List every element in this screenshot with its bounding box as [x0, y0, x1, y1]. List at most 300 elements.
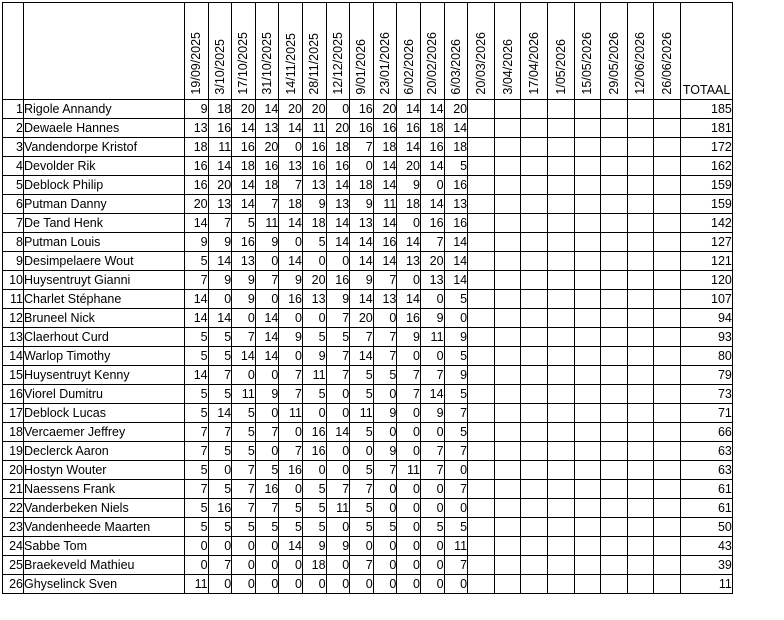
score-cell[interactable] — [494, 518, 521, 537]
score-cell[interactable] — [547, 499, 574, 518]
score-cell[interactable]: 9 — [279, 328, 303, 347]
score-cell[interactable] — [654, 233, 681, 252]
score-cell[interactable]: 18 — [373, 138, 397, 157]
score-cell[interactable]: 0 — [232, 556, 256, 575]
score-cell[interactable] — [494, 290, 521, 309]
score-cell[interactable]: 13 — [444, 195, 468, 214]
score-cell[interactable] — [494, 176, 521, 195]
score-cell[interactable]: 13 — [208, 195, 232, 214]
rank-cell[interactable]: 7 — [3, 214, 24, 233]
score-cell[interactable]: 13 — [255, 119, 279, 138]
score-cell[interactable] — [601, 176, 628, 195]
date-header-cell[interactable] — [420, 3, 444, 100]
score-cell[interactable] — [601, 271, 628, 290]
date-header-cell[interactable] — [444, 3, 468, 100]
score-cell[interactable]: 0 — [326, 461, 350, 480]
score-cell[interactable] — [601, 328, 628, 347]
score-cell[interactable] — [468, 138, 495, 157]
score-cell[interactable]: 5 — [232, 404, 256, 423]
score-cell[interactable] — [601, 347, 628, 366]
score-cell[interactable] — [468, 442, 495, 461]
score-cell[interactable]: 0 — [373, 480, 397, 499]
score-cell[interactable] — [547, 328, 574, 347]
player-name-cell[interactable]: Putman Louis — [24, 233, 185, 252]
score-cell[interactable] — [601, 233, 628, 252]
score-cell[interactable] — [654, 138, 681, 157]
score-cell[interactable]: 20 — [444, 100, 468, 119]
score-cell[interactable]: 16 — [208, 499, 232, 518]
total-cell[interactable]: 159 — [680, 195, 732, 214]
player-name-cell[interactable]: Bruneel Nick — [24, 309, 185, 328]
score-cell[interactable]: 5 — [185, 385, 209, 404]
score-cell[interactable] — [654, 537, 681, 556]
score-cell[interactable]: 9 — [420, 404, 444, 423]
total-cell[interactable]: 11 — [680, 575, 732, 594]
score-cell[interactable]: 11 — [279, 404, 303, 423]
score-cell[interactable]: 7 — [185, 442, 209, 461]
score-cell[interactable]: 5 — [208, 518, 232, 537]
score-cell[interactable]: 9 — [255, 233, 279, 252]
total-cell[interactable]: 73 — [680, 385, 732, 404]
score-cell[interactable]: 11 — [397, 461, 421, 480]
score-cell[interactable]: 5 — [232, 518, 256, 537]
score-cell[interactable]: 14 — [373, 176, 397, 195]
score-cell[interactable]: 0 — [255, 404, 279, 423]
score-cell[interactable] — [521, 461, 548, 480]
score-cell[interactable]: 18 — [326, 138, 350, 157]
total-cell[interactable]: 71 — [680, 404, 732, 423]
score-cell[interactable] — [494, 119, 521, 138]
score-cell[interactable] — [574, 480, 601, 499]
score-cell[interactable]: 14 — [232, 195, 256, 214]
score-cell[interactable]: 20 — [208, 176, 232, 195]
score-cell[interactable] — [468, 480, 495, 499]
score-cell[interactable]: 18 — [302, 214, 326, 233]
score-cell[interactable]: 16 — [255, 157, 279, 176]
score-cell[interactable]: 14 — [444, 233, 468, 252]
score-cell[interactable]: 13 — [373, 290, 397, 309]
score-cell[interactable]: 11 — [420, 328, 444, 347]
score-cell[interactable]: 9 — [373, 404, 397, 423]
score-cell[interactable]: 0 — [232, 537, 256, 556]
score-cell[interactable]: 16 — [232, 233, 256, 252]
score-cell[interactable]: 18 — [397, 195, 421, 214]
score-cell[interactable]: 0 — [255, 556, 279, 575]
score-cell[interactable]: 13 — [279, 157, 303, 176]
score-cell[interactable] — [654, 404, 681, 423]
score-cell[interactable] — [654, 195, 681, 214]
score-cell[interactable]: 0 — [397, 556, 421, 575]
score-cell[interactable] — [654, 100, 681, 119]
score-cell[interactable]: 7 — [444, 404, 468, 423]
score-cell[interactable]: 0 — [326, 556, 350, 575]
date-header-cell[interactable] — [627, 3, 654, 100]
score-cell[interactable]: 20 — [326, 119, 350, 138]
score-cell[interactable] — [654, 575, 681, 594]
score-cell[interactable] — [601, 442, 628, 461]
score-cell[interactable]: 7 — [232, 461, 256, 480]
score-cell[interactable]: 5 — [373, 366, 397, 385]
score-cell[interactable] — [547, 309, 574, 328]
score-cell[interactable] — [654, 290, 681, 309]
score-cell[interactable] — [654, 461, 681, 480]
score-cell[interactable]: 14 — [208, 157, 232, 176]
score-cell[interactable]: 14 — [350, 252, 374, 271]
score-cell[interactable]: 7 — [350, 480, 374, 499]
score-cell[interactable] — [627, 461, 654, 480]
score-cell[interactable]: 5 — [326, 328, 350, 347]
score-cell[interactable] — [521, 537, 548, 556]
score-cell[interactable] — [601, 100, 628, 119]
score-cell[interactable]: 5 — [350, 366, 374, 385]
score-cell[interactable]: 0 — [350, 537, 374, 556]
rank-cell[interactable]: 24 — [3, 537, 24, 556]
score-cell[interactable] — [574, 233, 601, 252]
score-cell[interactable]: 0 — [185, 556, 209, 575]
score-cell[interactable]: 9 — [420, 309, 444, 328]
score-cell[interactable] — [494, 385, 521, 404]
player-name-cell[interactable]: Sabbe Tom — [24, 537, 185, 556]
score-cell[interactable] — [547, 195, 574, 214]
score-cell[interactable]: 0 — [326, 404, 350, 423]
score-cell[interactable] — [521, 328, 548, 347]
score-cell[interactable]: 9 — [397, 176, 421, 195]
score-cell[interactable]: 20 — [279, 100, 303, 119]
date-header-cell[interactable] — [547, 3, 574, 100]
score-cell[interactable]: 14 — [255, 347, 279, 366]
score-cell[interactable]: 0 — [350, 575, 374, 594]
player-name-cell[interactable]: Declerck Aaron — [24, 442, 185, 461]
score-cell[interactable] — [494, 271, 521, 290]
score-cell[interactable]: 11 — [255, 214, 279, 233]
rank-cell[interactable]: 26 — [3, 575, 24, 594]
score-cell[interactable] — [468, 366, 495, 385]
score-cell[interactable] — [521, 556, 548, 575]
score-cell[interactable] — [547, 404, 574, 423]
score-cell[interactable]: 13 — [232, 252, 256, 271]
score-cell[interactable]: 13 — [397, 252, 421, 271]
score-cell[interactable] — [494, 575, 521, 594]
score-cell[interactable] — [521, 176, 548, 195]
score-cell[interactable]: 5 — [185, 252, 209, 271]
rank-cell[interactable]: 15 — [3, 366, 24, 385]
score-cell[interactable]: 14 — [185, 214, 209, 233]
score-cell[interactable]: 0 — [350, 157, 374, 176]
score-cell[interactable] — [574, 252, 601, 271]
score-cell[interactable]: 5 — [232, 442, 256, 461]
score-cell[interactable]: 9 — [350, 195, 374, 214]
score-cell[interactable] — [601, 366, 628, 385]
player-name-cell[interactable]: Ghyselinck Sven — [24, 575, 185, 594]
score-cell[interactable]: 7 — [255, 499, 279, 518]
score-cell[interactable] — [468, 157, 495, 176]
score-cell[interactable]: 14 — [255, 309, 279, 328]
score-cell[interactable]: 5 — [255, 461, 279, 480]
player-name-cell[interactable]: Hostyn Wouter — [24, 461, 185, 480]
score-cell[interactable]: 9 — [444, 366, 468, 385]
score-cell[interactable]: 9 — [350, 271, 374, 290]
player-name-cell[interactable]: Viorel Dumitru — [24, 385, 185, 404]
score-cell[interactable]: 7 — [185, 271, 209, 290]
score-cell[interactable]: 0 — [326, 385, 350, 404]
score-cell[interactable]: 5 — [279, 499, 303, 518]
rank-cell[interactable]: 25 — [3, 556, 24, 575]
rank-cell[interactable]: 22 — [3, 499, 24, 518]
score-cell[interactable]: 16 — [444, 214, 468, 233]
total-cell[interactable]: 185 — [680, 100, 732, 119]
score-cell[interactable] — [547, 138, 574, 157]
score-cell[interactable]: 11 — [373, 195, 397, 214]
score-cell[interactable] — [521, 499, 548, 518]
player-name-cell[interactable]: Vandenheede Maarten — [24, 518, 185, 537]
score-cell[interactable]: 0 — [279, 233, 303, 252]
score-cell[interactable] — [574, 442, 601, 461]
score-cell[interactable] — [468, 556, 495, 575]
score-cell[interactable]: 0 — [397, 575, 421, 594]
player-name-cell[interactable]: Deblock Lucas — [24, 404, 185, 423]
score-cell[interactable]: 16 — [373, 233, 397, 252]
score-cell[interactable]: 11 — [185, 575, 209, 594]
score-cell[interactable]: 16 — [279, 290, 303, 309]
total-cell[interactable]: 61 — [680, 480, 732, 499]
score-cell[interactable]: 5 — [185, 461, 209, 480]
rank-cell[interactable]: 23 — [3, 518, 24, 537]
score-cell[interactable] — [547, 233, 574, 252]
score-cell[interactable]: 16 — [326, 157, 350, 176]
score-cell[interactable]: 0 — [373, 309, 397, 328]
score-cell[interactable]: 0 — [255, 366, 279, 385]
score-cell[interactable]: 7 — [208, 214, 232, 233]
score-cell[interactable] — [627, 176, 654, 195]
total-cell[interactable]: 61 — [680, 499, 732, 518]
score-cell[interactable]: 7 — [350, 328, 374, 347]
score-cell[interactable]: 14 — [279, 537, 303, 556]
score-cell[interactable]: 11 — [302, 366, 326, 385]
date-header-cell[interactable] — [521, 3, 548, 100]
score-cell[interactable] — [574, 518, 601, 537]
score-cell[interactable]: 13 — [302, 290, 326, 309]
score-cell[interactable] — [547, 290, 574, 309]
score-cell[interactable] — [654, 176, 681, 195]
player-name-cell[interactable]: Dewaele Hannes — [24, 119, 185, 138]
total-cell[interactable]: 43 — [680, 537, 732, 556]
score-cell[interactable]: 16 — [397, 119, 421, 138]
score-cell[interactable] — [468, 347, 495, 366]
date-header-cell[interactable] — [397, 3, 421, 100]
score-cell[interactable] — [601, 214, 628, 233]
score-cell[interactable]: 5 — [302, 518, 326, 537]
score-cell[interactable] — [494, 309, 521, 328]
score-cell[interactable]: 5 — [185, 328, 209, 347]
score-cell[interactable] — [547, 252, 574, 271]
score-cell[interactable]: 5 — [185, 404, 209, 423]
player-name-cell[interactable]: Putman Danny — [24, 195, 185, 214]
score-cell[interactable] — [521, 290, 548, 309]
score-cell[interactable]: 0 — [302, 404, 326, 423]
score-cell[interactable]: 5 — [302, 233, 326, 252]
score-cell[interactable] — [521, 575, 548, 594]
score-cell[interactable] — [574, 537, 601, 556]
score-cell[interactable]: 0 — [255, 442, 279, 461]
score-cell[interactable]: 0 — [444, 575, 468, 594]
score-cell[interactable]: 9 — [444, 328, 468, 347]
score-cell[interactable] — [654, 480, 681, 499]
score-cell[interactable]: 7 — [326, 366, 350, 385]
rank-header-cell[interactable] — [3, 3, 24, 100]
score-cell[interactable]: 0 — [232, 309, 256, 328]
score-cell[interactable]: 0 — [420, 537, 444, 556]
rank-cell[interactable]: 3 — [3, 138, 24, 157]
score-cell[interactable]: 14 — [279, 252, 303, 271]
score-cell[interactable]: 0 — [279, 309, 303, 328]
score-cell[interactable] — [494, 442, 521, 461]
date-header-cell[interactable] — [326, 3, 350, 100]
score-cell[interactable]: 16 — [302, 442, 326, 461]
score-cell[interactable]: 5 — [350, 518, 374, 537]
score-cell[interactable] — [574, 271, 601, 290]
score-cell[interactable] — [547, 480, 574, 499]
score-cell[interactable]: 5 — [350, 423, 374, 442]
score-cell[interactable] — [468, 271, 495, 290]
score-cell[interactable]: 20 — [302, 100, 326, 119]
date-header-cell[interactable] — [468, 3, 495, 100]
score-cell[interactable] — [468, 100, 495, 119]
score-cell[interactable] — [601, 290, 628, 309]
score-cell[interactable]: 20 — [397, 157, 421, 176]
score-cell[interactable]: 5 — [444, 518, 468, 537]
score-cell[interactable]: 5 — [350, 385, 374, 404]
score-cell[interactable] — [468, 461, 495, 480]
score-cell[interactable] — [494, 214, 521, 233]
score-cell[interactable]: 0 — [397, 214, 421, 233]
score-cell[interactable]: 9 — [302, 195, 326, 214]
score-cell[interactable]: 16 — [350, 100, 374, 119]
score-cell[interactable]: 16 — [397, 309, 421, 328]
score-cell[interactable] — [468, 328, 495, 347]
score-cell[interactable] — [494, 195, 521, 214]
score-cell[interactable] — [627, 328, 654, 347]
score-cell[interactable]: 14 — [420, 100, 444, 119]
score-cell[interactable]: 16 — [350, 119, 374, 138]
score-cell[interactable]: 0 — [302, 309, 326, 328]
score-cell[interactable] — [627, 423, 654, 442]
total-cell[interactable]: 159 — [680, 176, 732, 195]
score-cell[interactable] — [547, 347, 574, 366]
player-name-cell[interactable]: Deblock Philip — [24, 176, 185, 195]
score-cell[interactable]: 14 — [232, 119, 256, 138]
score-cell[interactable] — [654, 385, 681, 404]
score-cell[interactable] — [521, 480, 548, 499]
score-cell[interactable] — [468, 309, 495, 328]
score-cell[interactable] — [521, 385, 548, 404]
score-cell[interactable]: 0 — [373, 423, 397, 442]
score-cell[interactable]: 14 — [326, 423, 350, 442]
score-cell[interactable]: 0 — [255, 537, 279, 556]
score-cell[interactable] — [601, 385, 628, 404]
total-cell[interactable]: 162 — [680, 157, 732, 176]
score-cell[interactable]: 5 — [279, 518, 303, 537]
score-cell[interactable]: 0 — [397, 271, 421, 290]
date-header-cell[interactable] — [255, 3, 279, 100]
score-cell[interactable] — [547, 385, 574, 404]
player-name-cell[interactable]: Devolder Rik — [24, 157, 185, 176]
score-cell[interactable]: 0 — [373, 575, 397, 594]
score-cell[interactable]: 14 — [208, 404, 232, 423]
score-cell[interactable]: 7 — [350, 556, 374, 575]
score-cell[interactable] — [494, 404, 521, 423]
total-cell[interactable]: 39 — [680, 556, 732, 575]
score-cell[interactable]: 0 — [279, 575, 303, 594]
score-cell[interactable] — [468, 385, 495, 404]
score-cell[interactable] — [654, 252, 681, 271]
date-header-cell[interactable] — [601, 3, 628, 100]
score-cell[interactable] — [574, 157, 601, 176]
score-cell[interactable]: 0 — [208, 290, 232, 309]
score-cell[interactable]: 9 — [302, 537, 326, 556]
score-cell[interactable]: 0 — [373, 556, 397, 575]
score-cell[interactable] — [627, 195, 654, 214]
score-cell[interactable] — [468, 518, 495, 537]
score-cell[interactable] — [574, 309, 601, 328]
score-cell[interactable]: 0 — [397, 442, 421, 461]
score-cell[interactable]: 13 — [302, 176, 326, 195]
score-cell[interactable]: 5 — [302, 385, 326, 404]
score-cell[interactable] — [601, 138, 628, 157]
score-cell[interactable]: 14 — [444, 252, 468, 271]
score-cell[interactable]: 11 — [302, 119, 326, 138]
score-cell[interactable]: 16 — [326, 271, 350, 290]
score-cell[interactable]: 14 — [397, 100, 421, 119]
score-cell[interactable]: 9 — [208, 233, 232, 252]
score-cell[interactable] — [601, 195, 628, 214]
score-cell[interactable]: 13 — [326, 195, 350, 214]
score-cell[interactable]: 7 — [420, 233, 444, 252]
score-cell[interactable]: 11 — [208, 138, 232, 157]
score-cell[interactable] — [627, 366, 654, 385]
score-cell[interactable]: 7 — [326, 347, 350, 366]
rank-cell[interactable]: 16 — [3, 385, 24, 404]
score-cell[interactable]: 5 — [302, 480, 326, 499]
score-cell[interactable]: 13 — [350, 214, 374, 233]
score-cell[interactable]: 18 — [255, 176, 279, 195]
total-header-cell[interactable]: TOTAAL — [680, 3, 732, 100]
score-cell[interactable] — [468, 575, 495, 594]
score-cell[interactable] — [574, 119, 601, 138]
score-cell[interactable] — [494, 556, 521, 575]
score-cell[interactable] — [468, 537, 495, 556]
score-cell[interactable] — [601, 252, 628, 271]
score-cell[interactable] — [574, 328, 601, 347]
score-cell[interactable] — [627, 138, 654, 157]
score-cell[interactable]: 14 — [397, 138, 421, 157]
score-cell[interactable]: 18 — [232, 157, 256, 176]
score-cell[interactable] — [627, 575, 654, 594]
date-header-cell[interactable] — [208, 3, 232, 100]
score-cell[interactable]: 0 — [350, 442, 374, 461]
score-cell[interactable]: 7 — [373, 347, 397, 366]
score-cell[interactable] — [574, 461, 601, 480]
score-cell[interactable] — [627, 233, 654, 252]
score-cell[interactable] — [494, 328, 521, 347]
score-cell[interactable] — [547, 537, 574, 556]
score-cell[interactable]: 5 — [232, 423, 256, 442]
score-cell[interactable]: 9 — [208, 271, 232, 290]
score-cell[interactable] — [547, 176, 574, 195]
score-cell[interactable]: 20 — [302, 271, 326, 290]
score-cell[interactable] — [627, 157, 654, 176]
score-cell[interactable]: 9 — [397, 328, 421, 347]
rank-cell[interactable]: 4 — [3, 157, 24, 176]
